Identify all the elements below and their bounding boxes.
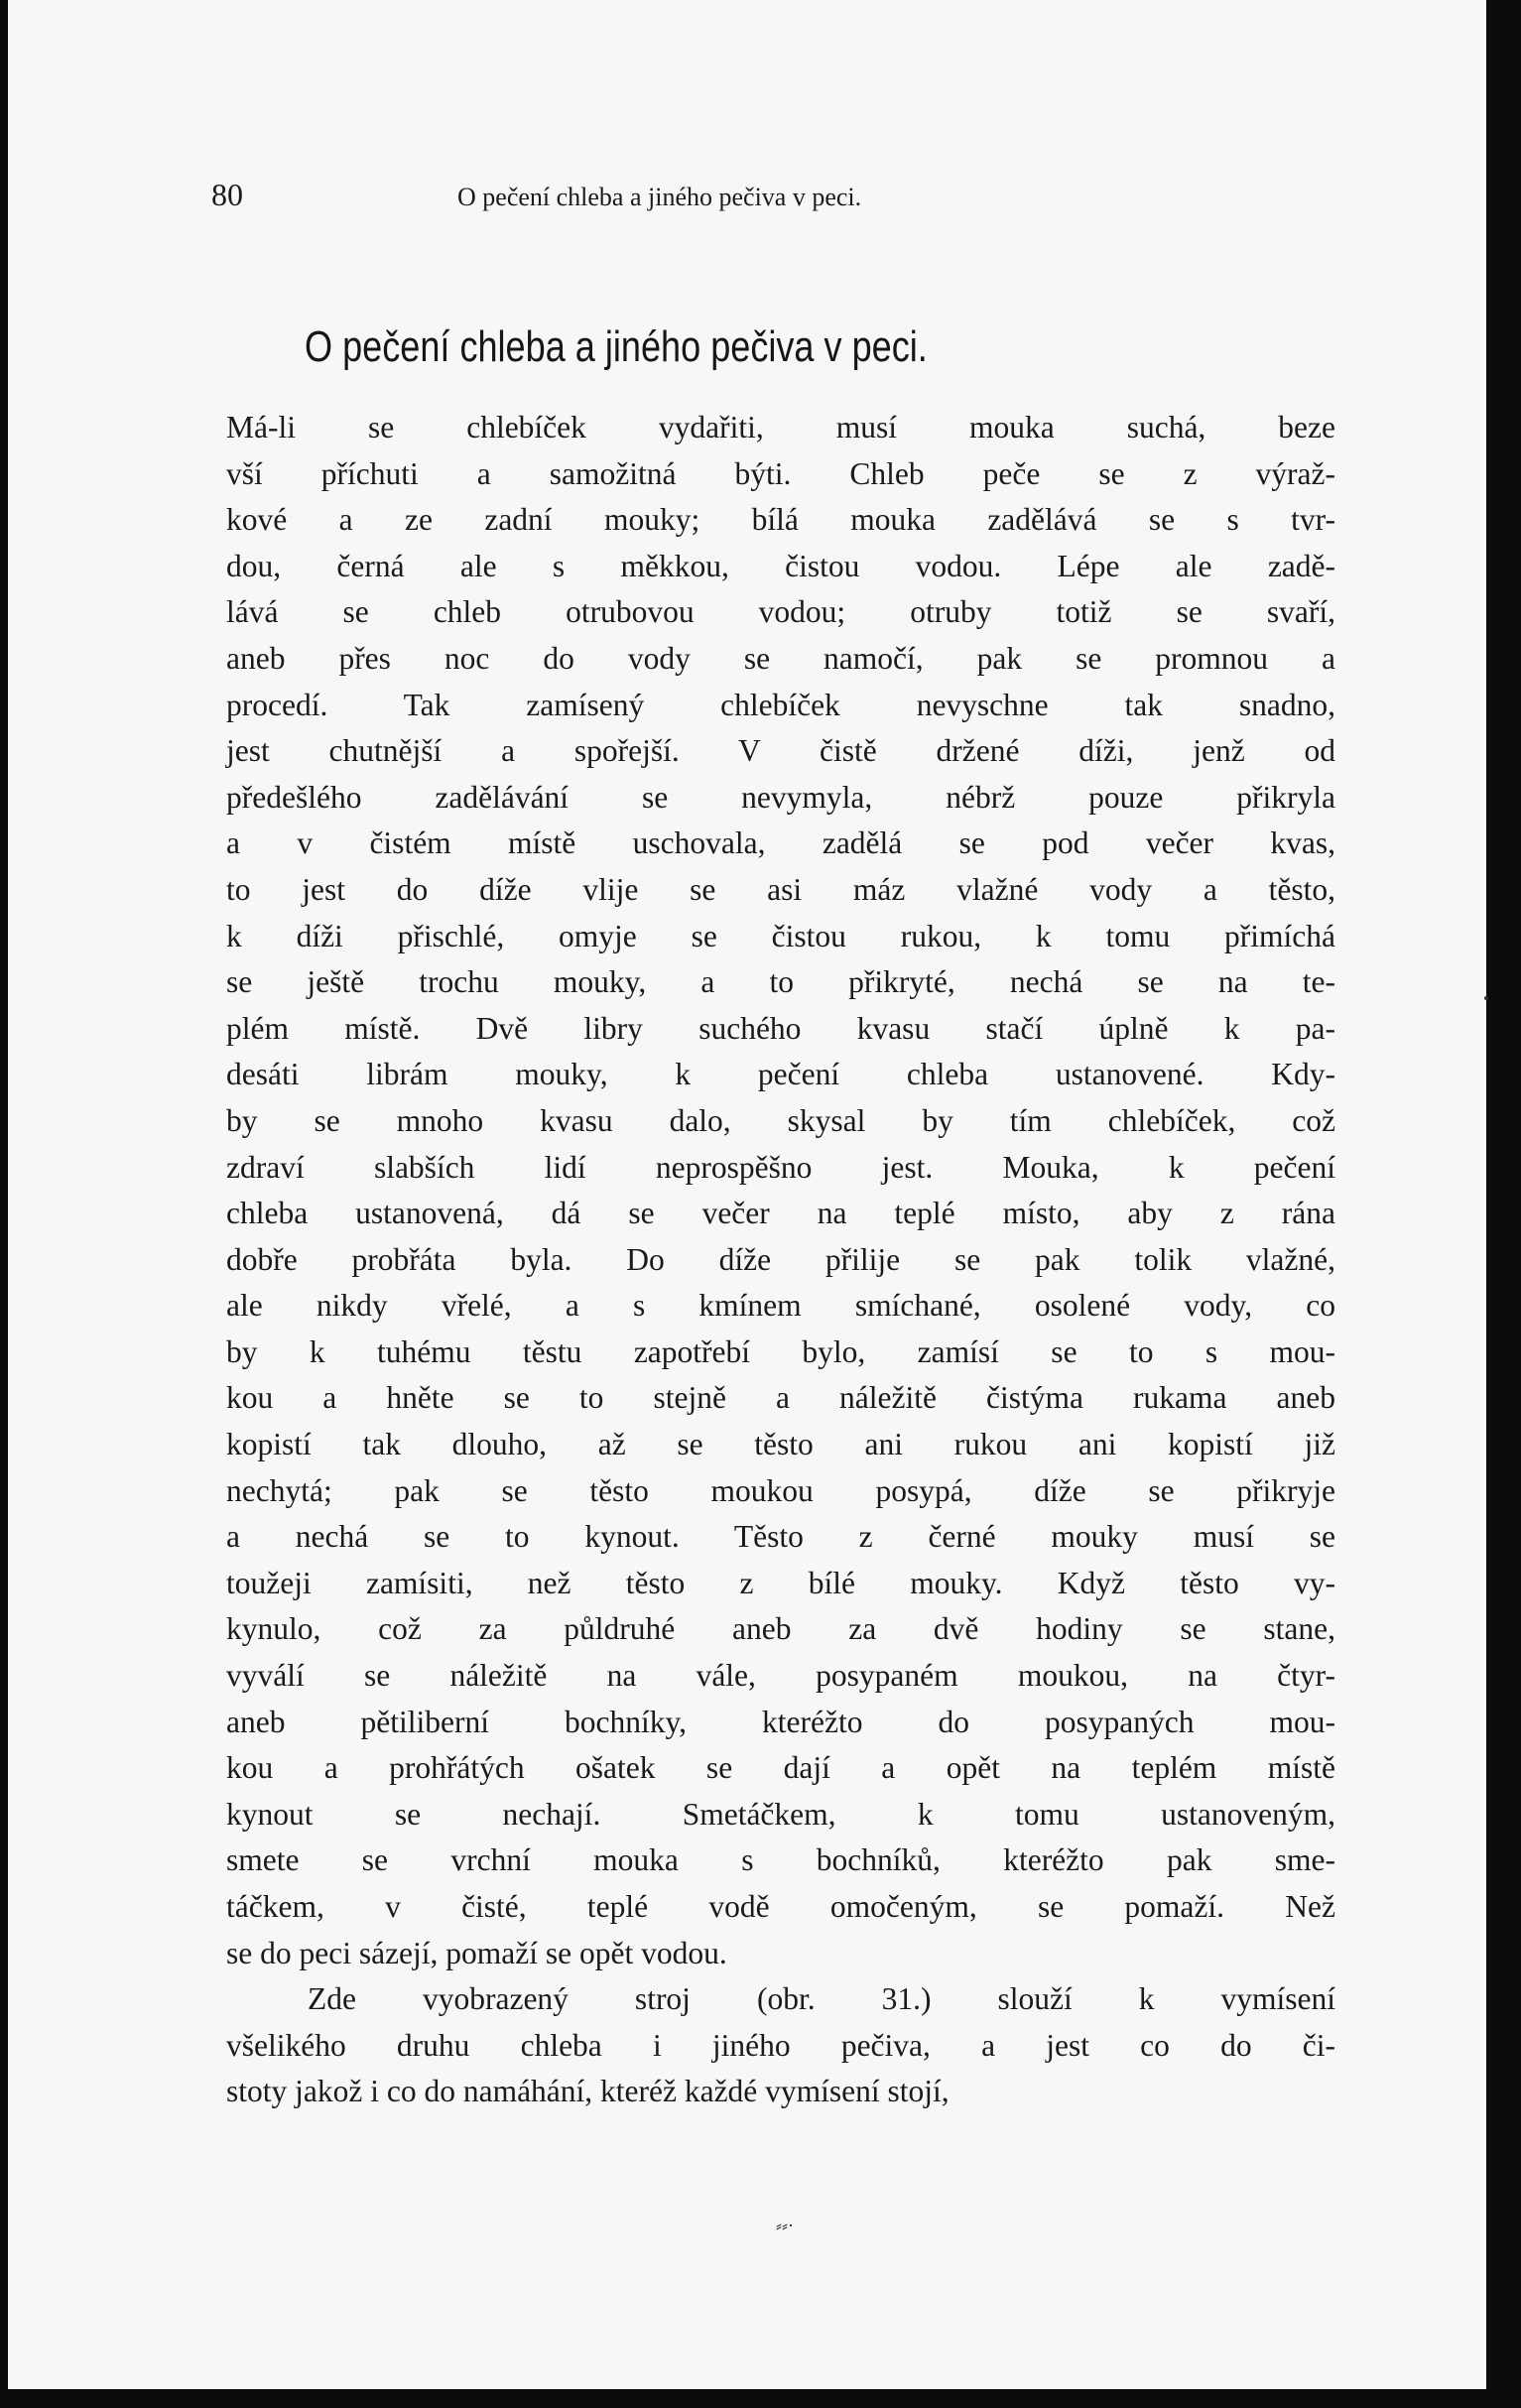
text-line: předešlého zadělávání se nevymyla, nébrž pouze přikryla — [226, 779, 1335, 815]
running-header — [211, 177, 1104, 226]
text-line: vší příchuti a samožitná býti. Chleb peče se z výraž- — [226, 455, 1335, 491]
section-title: O pečení chleba a jiného pečiva v peci. — [305, 322, 928, 371]
text-line: procedí. Tak zamísený chlebíček nevyschne tak snadno, — [226, 687, 1335, 722]
text-line: a nechá se to kynout. Těsto z černé mouky musí se — [226, 1519, 1335, 1555]
text-line: stoty jakož i co do namáhání, kteréž každé vymísení stojí, — [226, 2074, 950, 2109]
text-line: Zde vyobrazený stroj (obr. 31.) slouží k vymísení — [308, 1981, 1335, 2017]
text-line: aneb pětiliberní bochníky, kteréžto do posypaných mou- — [226, 1704, 1335, 1739]
text-line: kou a hněte se to stejně a náležitě čistýma rukama aneb — [226, 1380, 1335, 1416]
text-line: dou, černá ale s měkkou, čistou vodou. Lépe ale zadě- — [226, 548, 1335, 583]
text-line: smete se vrchní mouka s bochníků, kteréžto pak sme- — [226, 1842, 1335, 1878]
text-line: všelikého druhu chleba i jiného pečiva, a jest co do či- — [226, 2027, 1335, 2063]
text-line: by se mnoho kvasu dalo, skysal by tím chlebíček, což — [226, 1102, 1335, 1138]
text-line: vyválí se náležitě na vále, posypaném moukou, na čtyr- — [226, 1658, 1335, 1694]
text-line: k díži přischlé, omyje se čistou rukou, k tomu přimíchá — [226, 918, 1335, 953]
text-line: se do peci sázejí, pomaží se opět vodou. — [226, 1935, 727, 1970]
text-line: dobře probřáta byla. Do díže přilije se pak tolik vlažné, — [226, 1241, 1335, 1277]
signature-mark: ⸗⸗· — [776, 2216, 794, 2235]
scan-speck — [1484, 996, 1488, 1000]
text-line: plém místě. Dvě libry suchého kvasu stačí úplně k pa- — [226, 1010, 1335, 1046]
text-line: ale nikdy vřelé, a s kmínem smíchané, osolené vody, co — [226, 1288, 1335, 1324]
text-line: se ještě trochu mouky, a to přikryté, nechá se na te- — [226, 964, 1335, 1000]
text-line: lává se chleb otrubovou vodou; otruby totiž se svaří, — [226, 594, 1335, 630]
running-title: O pečení chleba a jiného pečiva v peci. — [457, 183, 862, 211]
text-line: kou a prohřátých ošatek se dají a opět na teplém místě — [226, 1750, 1335, 1786]
page-number: 80 — [211, 177, 243, 212]
text-line: toužeji zamísiti, než těsto z bílé mouky. Když těsto vy- — [226, 1565, 1335, 1600]
text-line: nechytá; pak se těsto moukou posypá, díže se přikryje — [226, 1472, 1335, 1508]
text-line: kopistí tak dlouho, až se těsto ani rukou ani kopistí již — [226, 1427, 1335, 1462]
text-line: a v čistém místě uschovala, zadělá se pod večer kvas, — [226, 825, 1335, 861]
text-line: kynulo, což za půldruhé aneb za dvě hodiny se stane, — [226, 1611, 1335, 1647]
text-line: desáti librám mouky, k pečení chleba ustanovené. Kdy- — [226, 1057, 1335, 1092]
text-line: kynout se nechají. Smetáčkem, k tomu ustanoveným, — [226, 1796, 1335, 1832]
text-line: aneb přes noc do vody se namočí, pak se promnou a — [226, 640, 1335, 676]
text-line: to jest do díže vlije se asi máz vlažné vody a těsto, — [226, 871, 1335, 907]
text-line: chleba ustanovená, dá se večer na teplé místo, aby z rána — [226, 1196, 1335, 1231]
text-line: táčkem, v čisté, teplé vodě omočeným, se pomaží. Než — [226, 1889, 1335, 1924]
text-line: zdraví slabších lidí neprospěšno jest. Mouka, k pečení — [226, 1149, 1335, 1185]
text-line: by k tuhému těstu zapotřebí bylo, zamísí se to s mou- — [226, 1333, 1335, 1369]
text-line: Má-li se chlebíček vydařiti, musí mouka suchá, beze — [226, 410, 1335, 444]
scan-border — [1486, 0, 1521, 2408]
text-line: kové a ze zadní mouky; bílá mouka zadělává se s tvr- — [226, 502, 1335, 538]
body-text — [226, 405, 1335, 2115]
text-line: jest chutnější a spořejší. V čistě držené díži, jenž od — [226, 733, 1335, 769]
